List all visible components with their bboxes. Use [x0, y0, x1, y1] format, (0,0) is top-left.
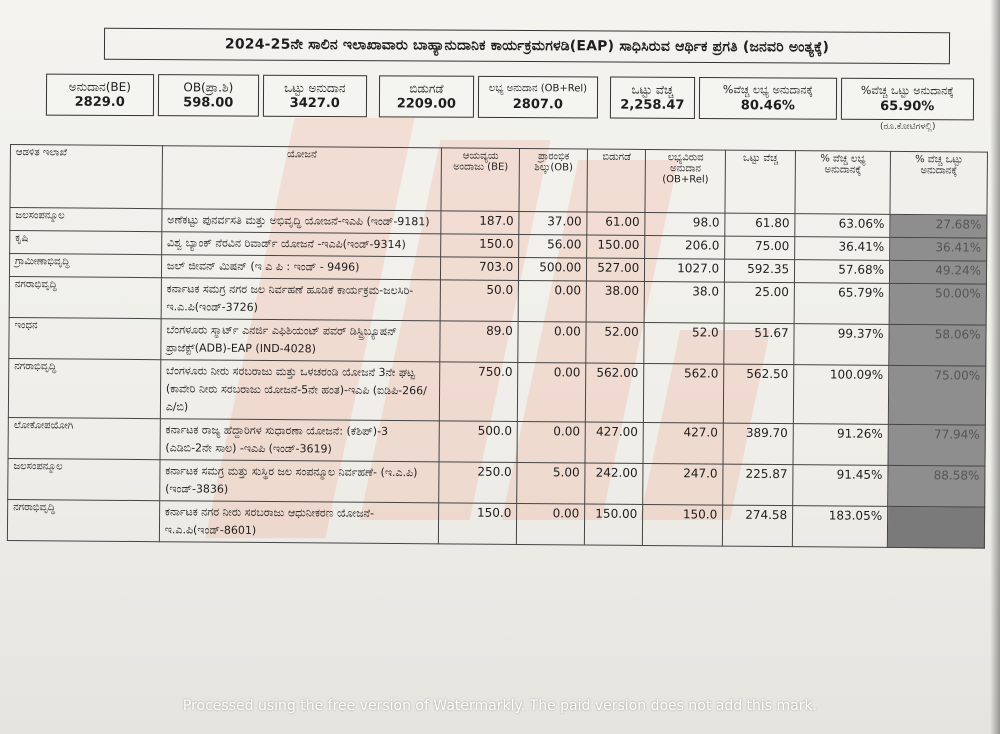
- dept-cell: ನಗರಾಭಿವೃದ್ಧಿ: [9, 276, 161, 318]
- summary-label: OB(ಪ್ರಾ.ಶಿ): [183, 80, 234, 95]
- scheme-cell: ಕರ್ನಾಟಕ ಸಮಗ್ರ ನಗರ ಜಲ ನಿರ್ವಹಣೆ ಹೂಡಿಕೆ ಕಾರ್ಯಕ್ರಮ-ಜಲಸಿರಿ-ಇ.ಎ.ಪಿ(ಇಂಡ್-3726): [161, 278, 441, 321]
- summary-label: %ವೆಚ್ಚ ಒಟ್ಟು ಅನುದಾನಕ್ಕೆ: [860, 83, 954, 98]
- expenditure-cell: 562.50: [723, 364, 793, 424]
- dept-cell: ನಗರಾಭಿವೃದ್ಧಿ: [7, 499, 159, 541]
- pct-total-cell: 88.58%: [888, 465, 985, 507]
- table-row: [8, 358, 985, 425]
- column-header: ಬಿಡುಗಡೆ: [587, 149, 645, 212]
- ob-cell: 0.00: [518, 321, 586, 363]
- available-cell: 427.0: [643, 422, 723, 464]
- available-cell: 38.0: [644, 281, 724, 323]
- column-header: ಲಭ್ಯವಿರುವ ಅನುದಾನ (OB+Rel): [645, 149, 725, 213]
- be-cell: 89.0: [440, 321, 518, 363]
- release-cell: 150.00: [587, 235, 645, 258]
- ob-cell: 37.00: [519, 212, 587, 236]
- pct-available-cell: 99.37%: [794, 324, 889, 366]
- release-cell: 427.00: [585, 422, 643, 463]
- expenditure-cell: 75.00: [725, 236, 795, 260]
- pct-available-cell: 91.26%: [793, 424, 888, 466]
- ob-cell: 5.00: [517, 462, 585, 504]
- summary-value: 2807.0: [512, 97, 563, 113]
- summary-value: 65.90%: [880, 98, 935, 115]
- scheme-cell: ವಿಶ್ವ ಬ್ಯಾಂಕ್ ನೆರವಿನ ರಿವಾರ್ಡ್ ಯೋಜನೆ -ಇಎಪಿ(ಇಂಡ್-9314): [161, 232, 441, 257]
- summary-pct-total: [840, 78, 974, 121]
- available-cell: 52.0: [644, 322, 724, 364]
- unit-note: (ರೂ.ಕೋಟಿಗಳಲ್ಲಿ): [880, 122, 936, 132]
- summary-available: [478, 76, 598, 119]
- expenditure-cell: 592.35: [725, 259, 795, 283]
- scheme-cell: ಬೆಂಗಳೂರು ಸ್ಮಾರ್ಟ್ ಎನರ್ಜಿ ಎಫಿಶಿಯಂಟ್ ಪವರ್ ಡಿಸ್ಟ್ರಿಬ್ಯೂಷನ್ ಪ್ರಾಜೆಕ್ಟ್(ADB)-EAP (IND-4028): [161, 319, 441, 362]
- summary-value: 80.46%: [740, 98, 795, 114]
- expenditure-cell: 25.00: [724, 282, 794, 324]
- pct-available-cell: 100.09%: [793, 365, 888, 425]
- column-header: ಆಯವ್ಯಯ ಅಂದಾಜು (BE): [441, 148, 519, 212]
- release-cell: 52.00: [586, 322, 644, 363]
- dept-cell: ನಗರಾಭಿವೃದ್ಧಿ: [8, 358, 160, 418]
- release-cell: 562.00: [586, 363, 644, 422]
- available-cell: 247.0: [643, 463, 723, 505]
- release-cell: 150.00: [585, 504, 643, 545]
- release-cell: 61.00: [587, 212, 645, 235]
- summary-total-grant: [263, 75, 367, 118]
- expenditure-cell: 274.58: [723, 505, 793, 547]
- summary-pct-available: [699, 77, 837, 120]
- summary-release: [378, 75, 474, 117]
- page-edge-shadow: [990, 0, 1000, 734]
- table-row: [7, 499, 984, 548]
- column-header: ಆಡಳಿತ ಇಲಾಖೆ: [10, 145, 162, 209]
- summary-row: [46, 74, 974, 121]
- dept-cell: ಕೃಷಿ: [10, 231, 162, 255]
- be-cell: 50.0: [440, 280, 518, 322]
- be-cell: 750.0: [440, 362, 518, 422]
- summary-value: 2829.0: [74, 94, 125, 110]
- summary-value: 2,258.47: [620, 97, 685, 113]
- progress-table: [7, 144, 988, 549]
- expenditure-cell: 389.70: [723, 423, 793, 465]
- expenditure-cell: 61.80: [725, 213, 795, 237]
- column-header: % ವೆಚ್ಚ ಒಟ್ಟು ಅನುದಾನಕ್ಕೆ: [890, 151, 987, 215]
- pct-total-cell: 49.24%: [889, 260, 986, 284]
- summary-value: 3427.0: [289, 95, 340, 112]
- summary-label: ಒಟ್ಟು ಅನುದಾನ: [284, 80, 346, 96]
- summary-value: 598.00: [183, 95, 234, 111]
- watermark-text: Processed using the free version of Watermarkly. The paid version does not add this mark.: [182, 698, 818, 714]
- column-header: ಒಟ್ಟು ವೆಚ್ಚ: [725, 150, 795, 214]
- scheme-cell: ಕರ್ನಾಟಕ ರಾಜ್ಯ ಹೆದ್ದಾರಿಗಳ ಸುಧಾರಣಾ ಯೋಜನೆ: (ಕೆಶಿಪ್)-3 (ಎಡಿಬಿ-2ನೇ ಸಾಲ) -ಇಎಪಿ (ಇಂಡ್-3619): [160, 419, 440, 462]
- summary-be: [46, 74, 154, 117]
- pct-available-cell: 183.05%: [792, 506, 887, 548]
- pct-total-cell: 50.00%: [889, 283, 986, 325]
- scheme-cell: ಅಣೆಕಟ್ಟು ಪುನರ್ವಸತಿ ಮತ್ತು ಅಭಿವೃದ್ಧಿ ಯೋಜನೆ-ಇಎಪಿ (ಇಂಡ್-9181): [162, 209, 442, 234]
- pct-available-cell: 57.68%: [795, 260, 890, 284]
- release-cell: 38.00: [586, 281, 644, 322]
- column-header: ಯೋಜನೆ: [162, 146, 442, 211]
- ob-cell: 500.00: [519, 258, 587, 282]
- ob-cell: 0.00: [518, 362, 586, 422]
- be-cell: 250.0: [439, 462, 517, 504]
- dept-cell: ಜಲಸಂಪನ್ಮೂಲ: [10, 208, 162, 232]
- expenditure-cell: 225.87: [723, 464, 793, 506]
- column-header: % ವೆಚ್ಚ ಲಭ್ಯ ಅನುದಾನಕ್ಕೆ: [795, 151, 890, 215]
- available-cell: 562.0: [644, 363, 724, 423]
- dept-cell: ಜಲಸಂಪನ್ಮೂಲ: [8, 458, 160, 500]
- column-header: ಪ್ರಾರಂಭಿಕ ಶಿಲ್ಕು(OB): [519, 149, 587, 213]
- summary-label: ಅನುದಾನ(BE): [68, 79, 131, 95]
- available-cell: 150.0: [643, 504, 723, 546]
- dept-cell: ಇಂಧನ: [9, 317, 161, 359]
- pct-available-cell: 65.79%: [794, 283, 889, 325]
- summary-label: ಲಭ್ಯ ಅನುದಾನ (OB+Rel): [488, 82, 588, 95]
- be-cell: 187.0: [441, 211, 519, 235]
- report-title: 2024-25ನೇ ಸಾಲಿನ ಇಲಾಖಾವಾರು ಬಾಹ್ಯಾನುದಾನಿಕ ಕಾರ್ಯಕ್ರಮಗಳಡಿ(EAP) ಸಾಧಿಸಿರುವ ಆರ್ಥಿಕ ಪ್ರಗತಿ (ಜನವರಿ ಅಂತ್ಯಕ್ಕೆ): [104, 28, 950, 64]
- summary-value: 2209.00: [396, 96, 456, 112]
- pct-available-cell: 63.06%: [795, 214, 890, 238]
- release-cell: 242.00: [585, 463, 643, 504]
- summary-label: ಬಿಡುಗಡೆ: [409, 81, 444, 96]
- pct-available-cell: 36.41%: [795, 237, 890, 261]
- table-header-row: [10, 145, 987, 216]
- dept-cell: ಗ್ರಾಮೀಣಾಭಿವೃದ್ಧಿ: [9, 254, 161, 278]
- scheme-cell: ಕರ್ನಾಟಕ ಸಮಗ್ರ ಮತ್ತು ಸುಸ್ಥಿರ ಜಲ ಸಂಪನ್ಮೂಲ ನಿರ್ವಹಣೆ- (ಇ.ಎ.ಪಿ) (ಇಂಡ್-3836): [160, 460, 440, 503]
- be-cell: 150.0: [441, 234, 519, 258]
- summary-label: ಒಟ್ಟು ವೆಚ್ಚ: [631, 82, 674, 97]
- dept-cell: ಲೋಕೋಪಯೋಗಿ: [8, 417, 160, 459]
- available-cell: 98.0: [645, 212, 725, 236]
- release-cell: 527.00: [587, 258, 645, 281]
- pct-total-cell: 58.06%: [889, 324, 986, 366]
- ob-cell: 0.00: [518, 280, 586, 322]
- be-cell: 500.0: [439, 421, 517, 463]
- scheme-cell: ಬೆಂಗಳೂರು ನೀರು ಸರಬರಾಜು ಮತ್ತು ಒಳಚರಂಡಿ ಯೋಜನೆ 3ನೇ ಘಟ್ಟ (ಕಾವೇರಿ ನೀರು ಸರಬರಾಜು ಯೋಜನೆ-5ನೇ ಹಂತ)-ಇಎಪಿ (ಐಡಿಪಿ-266/ಎ/ಬಿ): [160, 360, 440, 421]
- available-cell: 206.0: [645, 235, 725, 259]
- ob-cell: 0.00: [517, 421, 585, 463]
- ob-cell: 56.00: [519, 235, 587, 259]
- pct-total-cell: 75.00%: [888, 365, 985, 425]
- be-cell: 703.0: [441, 257, 519, 281]
- summary-label: %ವೆಚ್ಚ ಲಭ್ಯ ಅನುದಾನಕ್ಕೆ: [722, 83, 814, 97]
- scheme-cell: ಕರ್ನಾಟಕ ನಗರ ನೀರು ಸರಬರಾಜು ಆಧುನೀಕರಣ ಯೋಜನೆ-ಇ.ಎ.ಪಿ(ಇಂಡ್-8601): [159, 501, 439, 544]
- available-cell: 1027.0: [645, 258, 725, 282]
- pct-total-cell: 77.94%: [888, 424, 985, 466]
- pct-total-cell: [887, 506, 984, 548]
- summary-expenditure: [609, 77, 695, 119]
- pct-available-cell: 91.45%: [793, 465, 888, 507]
- pct-total-cell: 27.68%: [890, 214, 987, 238]
- be-cell: 150.0: [439, 503, 517, 545]
- scheme-cell: ಜಲ್ ಜೀವನ್ ಮಿಷನ್ (ಇ ಎ ಪಿ : ಇಂಡ್ - 9496): [161, 255, 441, 280]
- summary-ob: [157, 74, 259, 117]
- ob-cell: 0.00: [517, 503, 585, 545]
- pct-total-cell: 36.41%: [890, 237, 987, 261]
- expenditure-cell: 51.67: [724, 323, 794, 365]
